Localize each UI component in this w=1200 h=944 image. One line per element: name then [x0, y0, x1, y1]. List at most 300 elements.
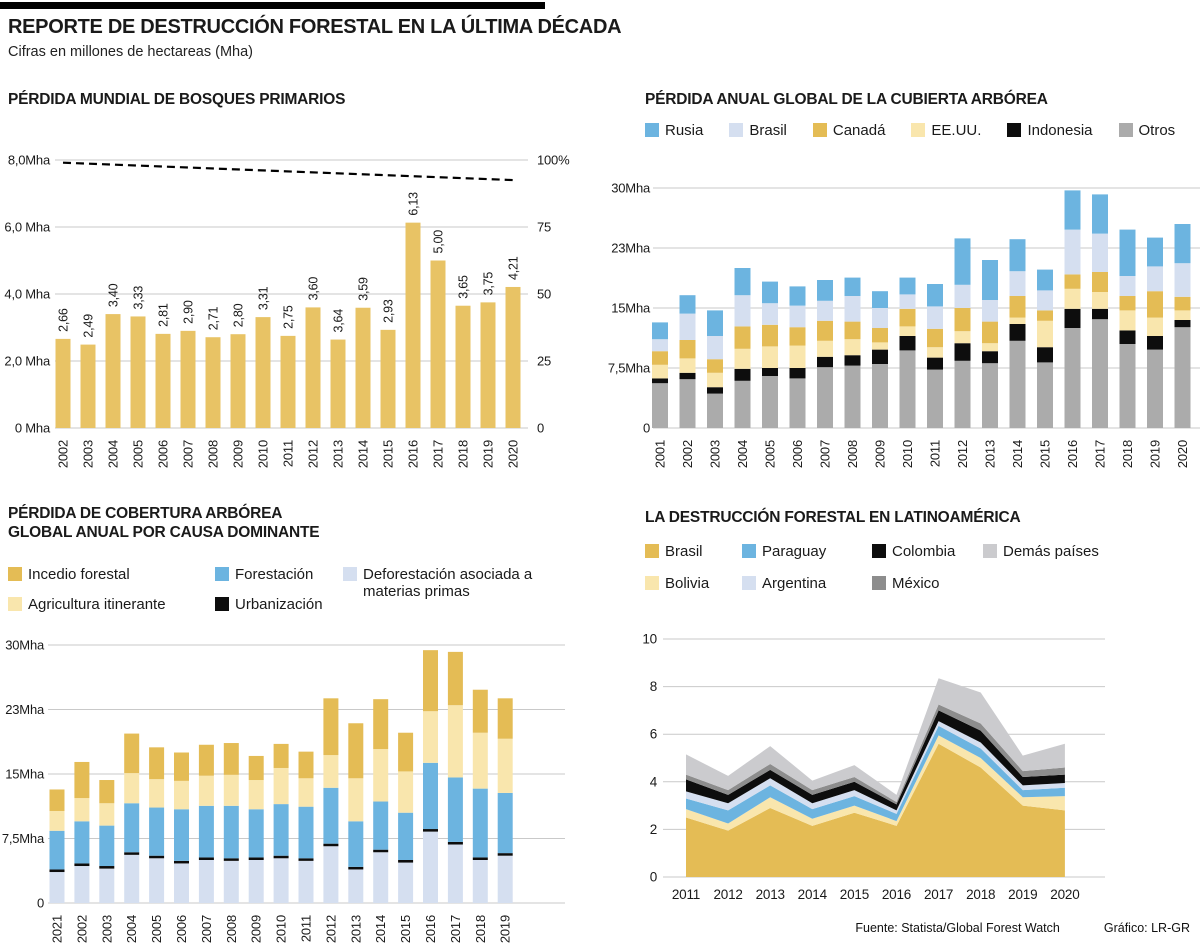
segment-agricultura-itinerante	[299, 778, 314, 806]
segment-urbanizacion	[423, 829, 438, 832]
segment-urbanizacion	[373, 850, 388, 853]
bar-value-label: 3,60	[306, 276, 321, 301]
segment-otros	[1120, 344, 1136, 428]
year-label: 2011	[280, 440, 296, 468]
segment-brasil	[652, 339, 668, 351]
segment-ee-uu	[1010, 318, 1026, 324]
segment-otros	[680, 379, 696, 428]
segment-agricultura-itinerante	[174, 781, 189, 809]
segment-deforestacion-asociada-a-materias-primas	[224, 861, 239, 903]
year-label: 2020	[1050, 887, 1080, 902]
segment-otros	[652, 383, 668, 428]
year-label: 2004	[124, 915, 140, 944]
year-label: 2019	[1147, 440, 1163, 469]
segment-forestacion	[199, 806, 214, 858]
right-axis-tick: 25	[537, 353, 552, 369]
segment-ee-uu	[1120, 310, 1136, 330]
segment-brasil	[1037, 290, 1053, 310]
year-label: 2021	[49, 915, 65, 944]
segment-canada	[817, 321, 833, 341]
y-axis-tick: 8	[649, 679, 657, 695]
segment-agricultura-itinerante	[498, 739, 513, 793]
segment-indonesia	[1065, 309, 1081, 328]
segment-brasil	[872, 308, 888, 328]
bar-value-label: 2,90	[181, 300, 196, 324]
segment-indonesia	[982, 351, 998, 363]
loss-by-cause-chart	[0, 630, 585, 944]
segment-incedio-forestal	[249, 756, 264, 780]
legend-swatch-mexico	[872, 576, 886, 590]
year-label: 2006	[155, 440, 171, 469]
footer	[855, 921, 1190, 935]
segment-deforestacion-asociada-a-materias-primas	[50, 872, 65, 903]
year-label: 2007	[817, 440, 833, 469]
segment-forestacion	[398, 813, 413, 860]
segment-deforestacion-asociada-a-materias-primas	[274, 858, 289, 903]
report-subtitle: Cifras en millones de hectareas (Mha)	[8, 44, 253, 60]
segment-rusia	[817, 280, 833, 301]
segment-forestacion	[323, 788, 338, 844]
segment-deforestacion-asociada-a-materias-primas	[423, 832, 438, 903]
segment-rusia	[927, 284, 943, 306]
legend-swatch-otros	[1119, 123, 1133, 137]
segment-canada	[1175, 297, 1191, 311]
legend-item-canada	[813, 122, 886, 139]
year-label: 2010	[273, 915, 289, 944]
bar-2008	[206, 337, 221, 428]
bar-value-label: 6,13	[406, 192, 421, 216]
legend-swatch-forestacion	[215, 567, 229, 581]
legend-swatch-indonesia	[1007, 123, 1021, 137]
segment-canada	[845, 322, 861, 340]
segment-canada	[762, 325, 778, 347]
year-label: 2016	[423, 915, 438, 944]
segment-otros	[817, 367, 833, 428]
segment-deforestacion-asociada-a-materias-primas	[398, 863, 413, 903]
segment-indonesia	[790, 368, 806, 378]
year-label: 2015	[839, 887, 870, 902]
chart4-title: LA DESTRUCCIÓN FORESTAL EN LATINOAMÉRICA	[645, 509, 1021, 526]
year-label: 2002	[680, 440, 695, 469]
segment-urbanizacion	[498, 853, 513, 856]
year-label: 2017	[430, 440, 446, 469]
segment-canada	[1065, 274, 1081, 288]
legend-label: Deforestación asociada a materias primas	[363, 566, 533, 600]
segment-deforestacion-asociada-a-materias-primas	[448, 845, 463, 903]
year-label: 2017	[1092, 440, 1108, 469]
segment-ee-uu	[790, 346, 806, 368]
legend-label: Colombia	[892, 543, 956, 560]
year-label: 2013	[348, 915, 364, 944]
segment-deforestacion-asociada-a-materias-primas	[373, 852, 388, 903]
segment-urbanizacion	[50, 869, 65, 872]
segment-ee-uu	[900, 326, 916, 336]
segment-urbanizacion	[348, 867, 363, 870]
segment-ee-uu	[1037, 321, 1053, 347]
y-axis-tick: 2	[649, 821, 657, 837]
bar-2009	[231, 334, 246, 428]
legend-label: Argentina	[762, 575, 827, 592]
segment-indonesia	[707, 387, 723, 393]
segment-indonesia	[680, 373, 696, 379]
segment-indonesia	[955, 343, 971, 361]
year-label: 2016	[881, 887, 912, 902]
bar-2002	[56, 339, 71, 428]
bar-2013	[331, 340, 346, 428]
year-label: 2008	[845, 440, 860, 469]
year-label: 2007	[198, 915, 214, 944]
segment-rusia	[707, 310, 723, 336]
segment-forestacion	[174, 809, 189, 861]
year-label: 2013	[982, 440, 998, 469]
year-label: 2010	[900, 440, 915, 469]
segment-otros	[1037, 362, 1053, 428]
year-label: 2014	[1010, 440, 1025, 469]
year-label: 2015	[380, 440, 396, 469]
bar-2012	[306, 307, 321, 428]
segment-otros	[1010, 341, 1026, 428]
bar-value-label: 2,81	[156, 303, 171, 327]
segment-urbanizacion	[448, 842, 463, 845]
bar-value-label: 3,33	[131, 285, 146, 310]
legend-swatch-brasil	[729, 123, 743, 137]
segment-agricultura-itinerante	[224, 775, 239, 806]
segment-deforestacion-asociada-a-materias-primas	[473, 860, 488, 903]
year-label: 2010	[255, 440, 271, 469]
segment-urbanizacion	[99, 866, 114, 869]
segment-agricultura-itinerante	[149, 779, 164, 807]
legend-label: Rusia	[665, 122, 704, 139]
year-label: 2014	[355, 440, 371, 469]
legend-item-indonesia	[1007, 122, 1092, 139]
segment-ee-uu	[652, 365, 668, 379]
year-label: 2018	[472, 915, 488, 944]
bar-2020	[506, 287, 521, 428]
bar-value-label: 3,75	[481, 271, 496, 296]
bar-value-label: 2,71	[206, 306, 221, 331]
segment-deforestacion-asociada-a-materias-primas	[124, 855, 139, 903]
segment-rusia	[1092, 194, 1108, 233]
legend-swatch-rusia	[645, 123, 659, 137]
year-label: 2015	[398, 915, 414, 944]
segment-ee-uu	[982, 343, 998, 351]
remaining-forest-trend-line	[63, 163, 513, 180]
legend-swatch-paraguay	[742, 544, 756, 558]
legend-item-brasil	[645, 543, 742, 560]
segment-rusia	[1065, 190, 1081, 229]
y-axis-tick: 0	[36, 895, 44, 911]
year-label: 2019	[480, 440, 496, 469]
legend-label: Brasil	[749, 122, 787, 139]
legend-item-forestacion	[215, 566, 343, 583]
segment-ee-uu	[1175, 310, 1191, 320]
segment-indonesia	[762, 368, 778, 376]
legend-item-rusia	[645, 122, 703, 139]
segment-agricultura-itinerante	[348, 778, 363, 821]
segment-urbanizacion	[199, 857, 214, 860]
segment-ee-uu	[927, 347, 943, 357]
year-label: 2009	[230, 440, 246, 469]
segment-rusia	[1010, 239, 1026, 271]
bar-value-label: 4,21	[506, 256, 521, 280]
y-axis-tick: 0	[649, 869, 657, 885]
year-label: 2011	[927, 440, 943, 468]
segment-ee-uu	[1092, 292, 1108, 309]
segment-ee-uu	[735, 349, 751, 369]
legend-column	[343, 566, 553, 600]
legend-item-ee-uu	[911, 122, 981, 139]
segment-canada	[707, 359, 723, 373]
segment-incedio-forestal	[498, 698, 513, 738]
segment-rusia	[1037, 270, 1053, 291]
segment-ee-uu	[1065, 289, 1081, 309]
year-label: 2020	[1175, 440, 1190, 469]
segment-canada	[1092, 272, 1108, 292]
legend-label: Paraguay	[762, 543, 827, 560]
segment-ee-uu	[845, 339, 861, 355]
year-label: 2013	[755, 887, 785, 902]
legend-label: Demás países	[1003, 543, 1099, 560]
segment-urbanizacion	[124, 852, 139, 855]
segment-deforestacion-asociada-a-materias-primas	[174, 863, 189, 903]
segment-indonesia	[1175, 320, 1191, 327]
bar-value-label: 3,64	[331, 309, 346, 333]
bar-value-label: 5,00	[431, 229, 446, 254]
bar-value-label: 2,75	[281, 305, 296, 329]
year-label: 2016	[405, 440, 421, 469]
legend-column	[8, 566, 215, 613]
y-axis-tick: 23Mha	[611, 240, 650, 256]
legend-item-agricultura-itinerante	[8, 596, 215, 613]
segment-ee-uu	[817, 341, 833, 357]
legend-swatch-colombia	[872, 544, 886, 558]
segment-rusia	[680, 295, 696, 313]
segment-incedio-forestal	[149, 747, 164, 779]
year-label: 2003	[99, 915, 115, 944]
footer-source: Fuente: Statista/Global Forest Watch	[855, 921, 1060, 935]
segment-otros	[790, 378, 806, 428]
segment-canada	[680, 340, 696, 358]
year-label: 2019	[1008, 887, 1038, 902]
segment-indonesia	[1147, 336, 1163, 350]
segment-forestacion	[249, 809, 264, 857]
segment-rusia	[982, 260, 998, 300]
bar-value-label: 3,40	[106, 283, 121, 308]
chart3-title-line2: GLOBAL ANUAL POR CAUSA DOMINANTE	[8, 524, 320, 541]
legend-item-incedio-forestal	[8, 566, 215, 583]
y-axis-tick: 10	[642, 631, 657, 647]
legend-label: Brasil	[665, 543, 703, 560]
segment-incedio-forestal	[348, 723, 363, 778]
bar-2011	[281, 336, 296, 428]
segment-deforestacion-asociada-a-materias-primas	[199, 860, 214, 903]
segment-urbanizacion	[398, 860, 413, 863]
y-axis-tick: 6	[649, 726, 657, 742]
left-axis-tick: 8,0Mha	[7, 152, 50, 168]
segment-deforestacion-asociada-a-materias-primas	[498, 856, 513, 903]
left-axis-tick: 2,0 Mha	[4, 353, 50, 369]
segment-rusia	[900, 278, 916, 295]
segment-ee-uu	[872, 342, 888, 349]
y-axis-tick: 4	[649, 774, 657, 790]
segment-forestacion	[448, 777, 463, 842]
legend-swatch-deforestacion-asociada-a-materias-primas	[343, 567, 357, 581]
year-label: 2011	[671, 887, 701, 902]
year-label: 2011	[298, 915, 314, 943]
legend-swatch-incedio-forestal	[8, 567, 22, 581]
bar-2004	[106, 314, 121, 428]
year-label: 2009	[872, 440, 888, 469]
segment-agricultura-itinerante	[448, 705, 463, 777]
year-label: 2002	[74, 915, 90, 944]
segment-agricultura-itinerante	[249, 780, 264, 809]
year-label: 2004	[105, 440, 121, 469]
segment-indonesia	[1010, 324, 1026, 341]
segment-incedio-forestal	[473, 690, 488, 733]
legend-item-otros	[1119, 122, 1176, 139]
segment-otros	[872, 364, 888, 428]
segment-brasil	[1092, 234, 1108, 272]
segment-urbanizacion	[274, 856, 289, 859]
legend-item-demas-paises	[983, 543, 1197, 560]
year-label: 2001	[652, 440, 668, 469]
segment-agricultura-itinerante	[124, 773, 139, 803]
segment-canada	[1147, 291, 1163, 317]
bar-value-label: 2,93	[381, 299, 396, 323]
segment-otros	[900, 350, 916, 428]
segment-ee-uu	[1147, 318, 1163, 336]
year-label: 2006	[790, 440, 805, 469]
segment-indonesia	[735, 369, 751, 381]
year-label: 2012	[323, 915, 339, 944]
legend-label: Bolivia	[665, 575, 710, 592]
segment-brasil	[900, 294, 916, 308]
segment-agricultura-itinerante	[99, 803, 114, 825]
chart2-title: PÉRDIDA ANUAL GLOBAL DE LA CUBIERTA ARBÓREA	[645, 91, 1048, 108]
year-label: 2005	[762, 440, 778, 469]
y-axis-tick: 23Mha	[5, 702, 44, 717]
segment-indonesia	[927, 358, 943, 370]
segment-brasil	[1065, 230, 1081, 275]
year-label: 2018	[1120, 440, 1135, 469]
legend-swatch-demas-paises	[983, 544, 997, 558]
legend-label: Otros	[1138, 122, 1176, 139]
segment-incedio-forestal	[423, 650, 438, 711]
segment-incedio-forestal	[323, 698, 338, 755]
chart3-title	[8, 504, 319, 542]
year-label: 2019	[497, 915, 513, 944]
segment-brasil	[762, 303, 778, 325]
segment-indonesia	[817, 357, 833, 367]
tree-cover-loss-chart	[607, 150, 1200, 485]
segment-brasil	[1175, 263, 1191, 297]
y-axis-tick: 15Mha	[5, 766, 44, 782]
year-label: 2015	[1037, 440, 1053, 469]
legend-item-paraguay	[742, 543, 872, 560]
chart1-title: PÉRDIDA MUNDIAL DE BOSQUES PRIMARIOS	[8, 91, 346, 108]
year-label: 2012	[713, 887, 743, 902]
chart2-legend	[645, 122, 1197, 139]
segment-rusia	[1175, 224, 1191, 263]
segment-forestacion	[473, 789, 488, 858]
year-label: 2005	[149, 915, 165, 944]
segment-canada	[955, 308, 971, 331]
segment-rusia	[652, 322, 668, 339]
segment-rusia	[762, 282, 778, 304]
segment-forestacion	[373, 802, 388, 850]
segment-brasil	[927, 306, 943, 328]
segment-otros	[845, 366, 861, 428]
legend-swatch-argentina	[742, 576, 756, 590]
year-label: 2012	[305, 440, 321, 469]
right-axis-tick: 100%	[537, 152, 570, 168]
left-axis-tick: 6,0 Mha	[4, 219, 50, 235]
segment-deforestacion-asociada-a-materias-primas	[299, 861, 314, 903]
segment-canada	[790, 327, 806, 345]
segment-indonesia	[845, 355, 861, 365]
year-label: 2003	[707, 440, 723, 469]
right-axis-tick: 0	[537, 420, 545, 436]
bar-value-label: 2,66	[56, 308, 71, 332]
bar-value-label: 3,31	[256, 286, 271, 311]
segment-brasil	[790, 306, 806, 328]
segment-forestacion	[299, 807, 314, 859]
legend-swatch-bolivia	[645, 576, 659, 590]
y-axis-tick: 15Mha	[611, 300, 650, 316]
y-axis-tick: 30Mha	[5, 637, 44, 653]
segment-indonesia	[1120, 330, 1136, 344]
segment-forestacion	[224, 806, 239, 858]
segment-agricultura-itinerante	[50, 811, 65, 831]
segment-canada	[1120, 296, 1136, 310]
segment-canada	[927, 329, 943, 347]
bar-2019	[481, 302, 496, 428]
segment-indonesia	[1037, 347, 1053, 362]
year-label: 2007	[180, 440, 196, 469]
year-label: 2012	[955, 440, 970, 469]
segment-otros	[1092, 319, 1108, 428]
segment-rusia	[955, 238, 971, 284]
bar-value-label: 2,80	[231, 303, 246, 328]
legend-swatch-agricultura-itinerante	[8, 597, 22, 611]
segment-indonesia	[900, 336, 916, 350]
segment-indonesia	[652, 378, 668, 383]
year-label: 2017	[447, 915, 463, 944]
primary-forest-loss-chart	[0, 150, 585, 485]
bar-2017	[431, 261, 446, 429]
segment-brasil	[817, 301, 833, 321]
year-label: 2018	[966, 887, 996, 902]
segment-indonesia	[1092, 309, 1108, 319]
segment-brasil	[982, 300, 998, 322]
year-label: 2017	[923, 887, 954, 902]
y-axis-tick: 7,5Mha	[1, 831, 44, 846]
segment-incedio-forestal	[199, 745, 214, 776]
segment-rusia	[1120, 230, 1136, 276]
segment-rusia	[735, 268, 751, 295]
segment-incedio-forestal	[174, 753, 189, 781]
segment-ee-uu	[762, 346, 778, 368]
segment-otros	[927, 370, 943, 428]
segment-canada	[872, 328, 888, 342]
segment-agricultura-itinerante	[274, 768, 289, 804]
segment-forestacion	[274, 804, 289, 856]
legend-item-argentina	[742, 575, 872, 592]
segment-ee-uu	[955, 331, 971, 343]
segment-canada	[652, 351, 668, 365]
legend-swatch-canada	[813, 123, 827, 137]
left-axis-tick: 4,0 Mha	[4, 286, 50, 302]
